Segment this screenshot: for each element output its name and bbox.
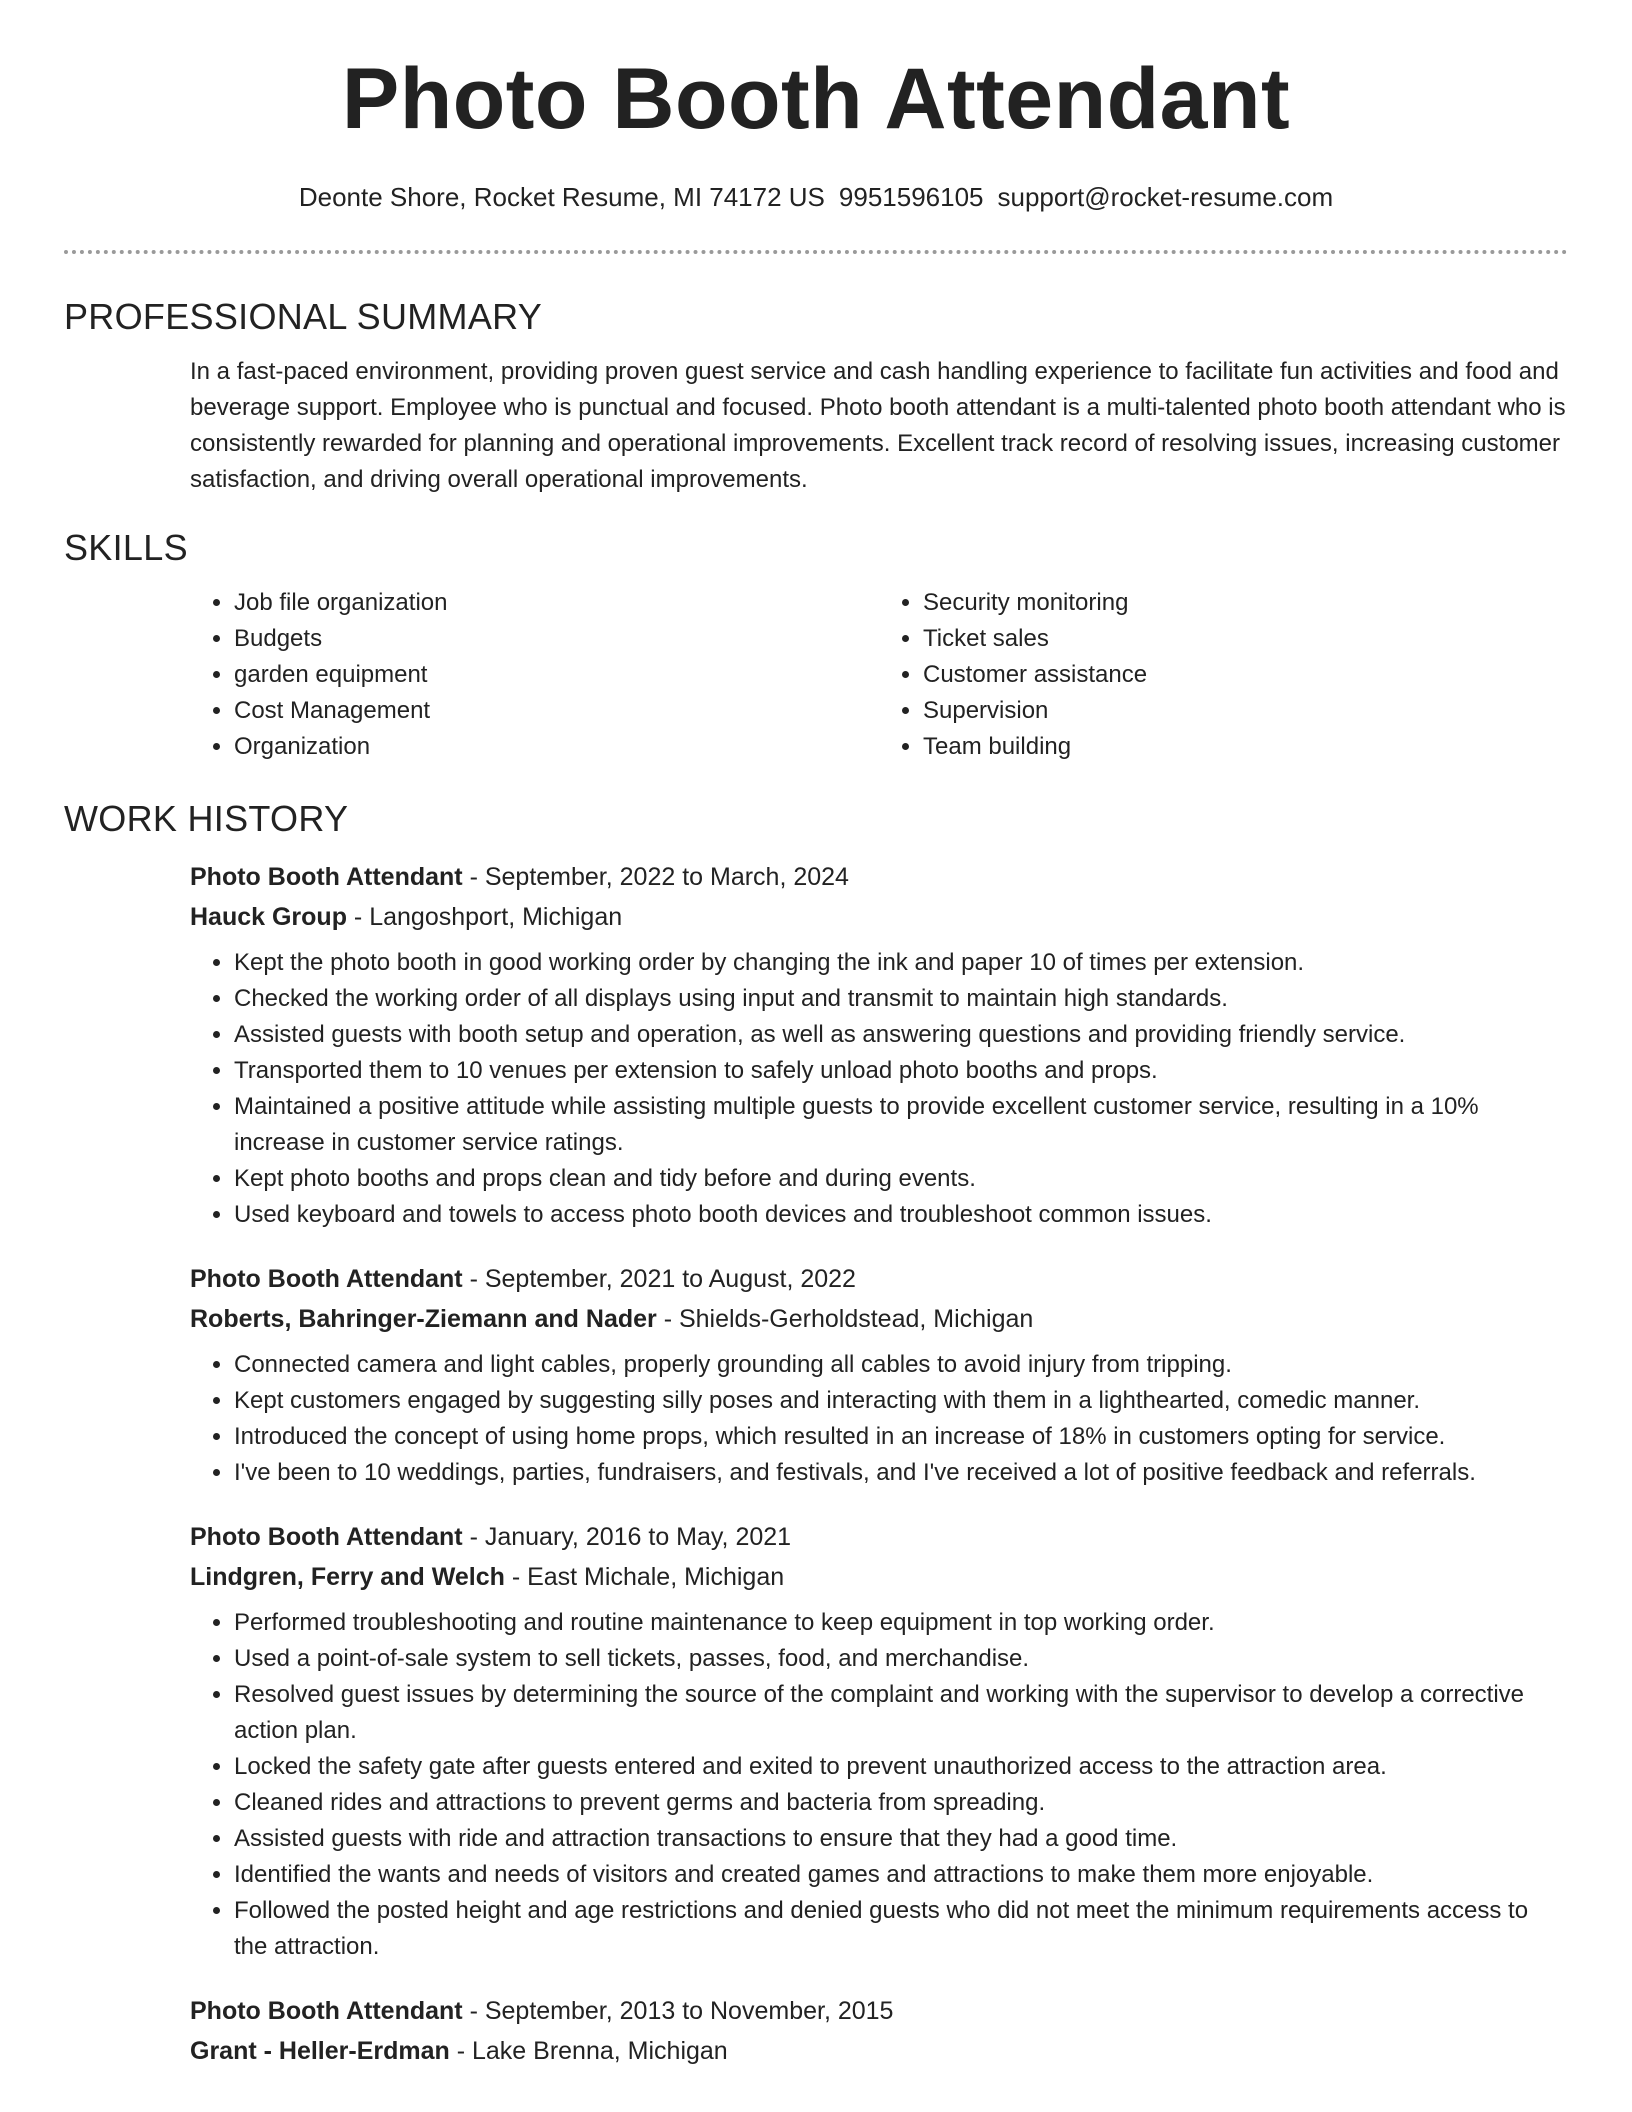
job-duty: • Kept the photo booth in good working order by changing the ink and paper 10 of times per extension.	[234, 945, 1568, 981]
job-title-line	[190, 857, 1568, 897]
skill-item: • Cost Management	[234, 693, 879, 729]
job-duties-list	[190, 1605, 1568, 1965]
job-duty: • Used a point-of-sale system to sell tickets, passes, food, and merchandise.	[234, 1641, 1568, 1677]
job-company: Lindgren, Ferry and Welch	[190, 1562, 505, 1591]
summary-section	[190, 354, 1568, 498]
job-duty: • Resolved guest issues by determining the source of the complaint and working with the supervisor to develop a corrective action plan.	[234, 1677, 1568, 1749]
job-location: - Lake Brenna, Michigan	[449, 2036, 728, 2065]
job-role: Photo Booth Attendant	[190, 1264, 463, 1293]
skill-item: • Organization	[234, 729, 879, 765]
job-duty: • Locked the safety gate after guests entered and exited to prevent unauthorized access to the attraction area.	[234, 1749, 1568, 1785]
job-duty: • Transported them to 10 venues per extension to safely unload photo booths and props.	[234, 1053, 1568, 1089]
job-company: Roberts, Bahringer-Ziemann and Nader	[190, 1304, 657, 1333]
job-duty: • Followed the posted height and age restrictions and denied guests who did not meet the minimum requirements access to the attraction.	[234, 1893, 1568, 1965]
job-location: - East Michale, Michigan	[504, 1562, 785, 1591]
job-duty: • Introduced the concept of using home props, which resulted in an increase of 18% in customers opting for service.	[234, 1419, 1568, 1455]
skill-item: • garden equipment	[234, 657, 879, 693]
skill-item: • Supervision	[923, 693, 1568, 729]
job-entry	[190, 857, 1568, 1233]
job-duty: • Assisted guests with booth setup and operation, as well as answering questions and providing friendly service.	[234, 1017, 1568, 1053]
job-duty: • Maintained a positive attitude while assisting multiple guests to provide excellent customer service, resulting in a 10% increase in customer service ratings.	[234, 1089, 1568, 1161]
job-duty: • Used keyboard and towels to access photo booth devices and troubleshoot common issues.	[234, 1197, 1568, 1233]
work-history-section-title: WORK HISTORY	[64, 798, 349, 840]
skills-section	[190, 585, 1568, 765]
contact-line	[0, 182, 1632, 213]
job-duty: • Kept photo booths and props clean and tidy before and during events.	[234, 1161, 1568, 1197]
work-history-section	[190, 857, 1568, 2071]
job-entry	[190, 1991, 1568, 2071]
job-duties-list	[190, 1347, 1568, 1491]
summary-section-title: PROFESSIONAL SUMMARY	[64, 296, 543, 337]
job-entry	[190, 1517, 1568, 1965]
job-company-line	[190, 1557, 1568, 1597]
contact-address: Deonte Shore, Rocket Resume, MI 74172 US	[298, 182, 825, 212]
job-company: Grant - Heller-Erdman	[190, 2036, 450, 2065]
job-duty: • Performed troubleshooting and routine maintenance to keep equipment in top working order.	[234, 1605, 1568, 1641]
job-duty: • Cleaned rides and attractions to prevent germs and bacteria from spreading.	[234, 1785, 1568, 1821]
job-title-line	[190, 1259, 1568, 1299]
job-location: - Shields-Gerholdstead, Michigan	[656, 1304, 1034, 1333]
job-duties-list	[190, 945, 1568, 1233]
contact-email[interactable]: support@rocket-resume.com	[997, 182, 1334, 212]
job-title-line	[190, 1991, 1568, 2031]
skills-list-right	[879, 585, 1568, 765]
skill-item: • Ticket sales	[923, 621, 1568, 657]
job-title-line	[190, 1517, 1568, 1557]
job-dates: - September, 2022 to March, 2024	[462, 862, 849, 891]
skill-item: • Job file organization	[234, 585, 879, 621]
job-company-line	[190, 1299, 1568, 1339]
header-divider	[64, 250, 1568, 254]
job-duty: • I've been to 10 weddings, parties, fundraisers, and festivals, and I've received a lot of positive feedback and referrals.	[234, 1455, 1568, 1491]
job-duty: • Checked the working order of all displays using input and transmit to maintain high standards.	[234, 981, 1568, 1017]
job-entry	[190, 1259, 1568, 1491]
job-role: Photo Booth Attendant	[190, 862, 463, 891]
job-dates: - January, 2016 to May, 2021	[462, 1522, 792, 1551]
job-duty: • Assisted guests with ride and attraction transactions to ensure that they had a good time.	[234, 1821, 1568, 1857]
job-dates: - September, 2021 to August, 2022	[462, 1264, 856, 1293]
skill-item: • Budgets	[234, 621, 879, 657]
job-company: Hauck Group	[190, 902, 347, 931]
job-dates: - September, 2013 to November, 2015	[462, 1996, 894, 2025]
resume-content	[64, 295, 1568, 2097]
job-duty: • Connected camera and light cables, properly grounding all cables to avoid injury from tripping.	[234, 1347, 1568, 1383]
job-company-line	[190, 2031, 1568, 2071]
job-location: - Langoshport, Michigan	[346, 902, 623, 931]
job-role: Photo Booth Attendant	[190, 1996, 463, 2025]
summary-text: In a fast-paced environment, providing proven guest service and cash handling experience to facilitate fun activities and food and beverage support. Employee who is punctual and focused. Photo booth attendant is a multi-talented photo booth attendant who is consistently rewarded for planning and operational improvements. Excellent track record of resolving issues, increasing customer satisfaction, and driving overall operational improvements.	[190, 358, 1566, 494]
resume-name-heading: Photo Booth Attendant	[341, 51, 1291, 147]
skill-item: • Customer assistance	[923, 657, 1568, 693]
job-duty: • Identified the wants and needs of visitors and created games and attractions to make them more enjoyable.	[234, 1857, 1568, 1893]
skills-list-left	[190, 585, 879, 765]
job-duty: • Kept customers engaged by suggesting silly poses and interacting with them in a lighthearted, comedic manner.	[234, 1383, 1568, 1419]
contact-phone: 9951596105	[838, 182, 984, 212]
job-company-line	[190, 897, 1568, 937]
job-role: Photo Booth Attendant	[190, 1522, 463, 1551]
skills-section-title: SKILLS	[64, 527, 188, 569]
skill-item: • Security monitoring	[923, 585, 1568, 621]
skill-item: • Team building	[923, 729, 1568, 765]
